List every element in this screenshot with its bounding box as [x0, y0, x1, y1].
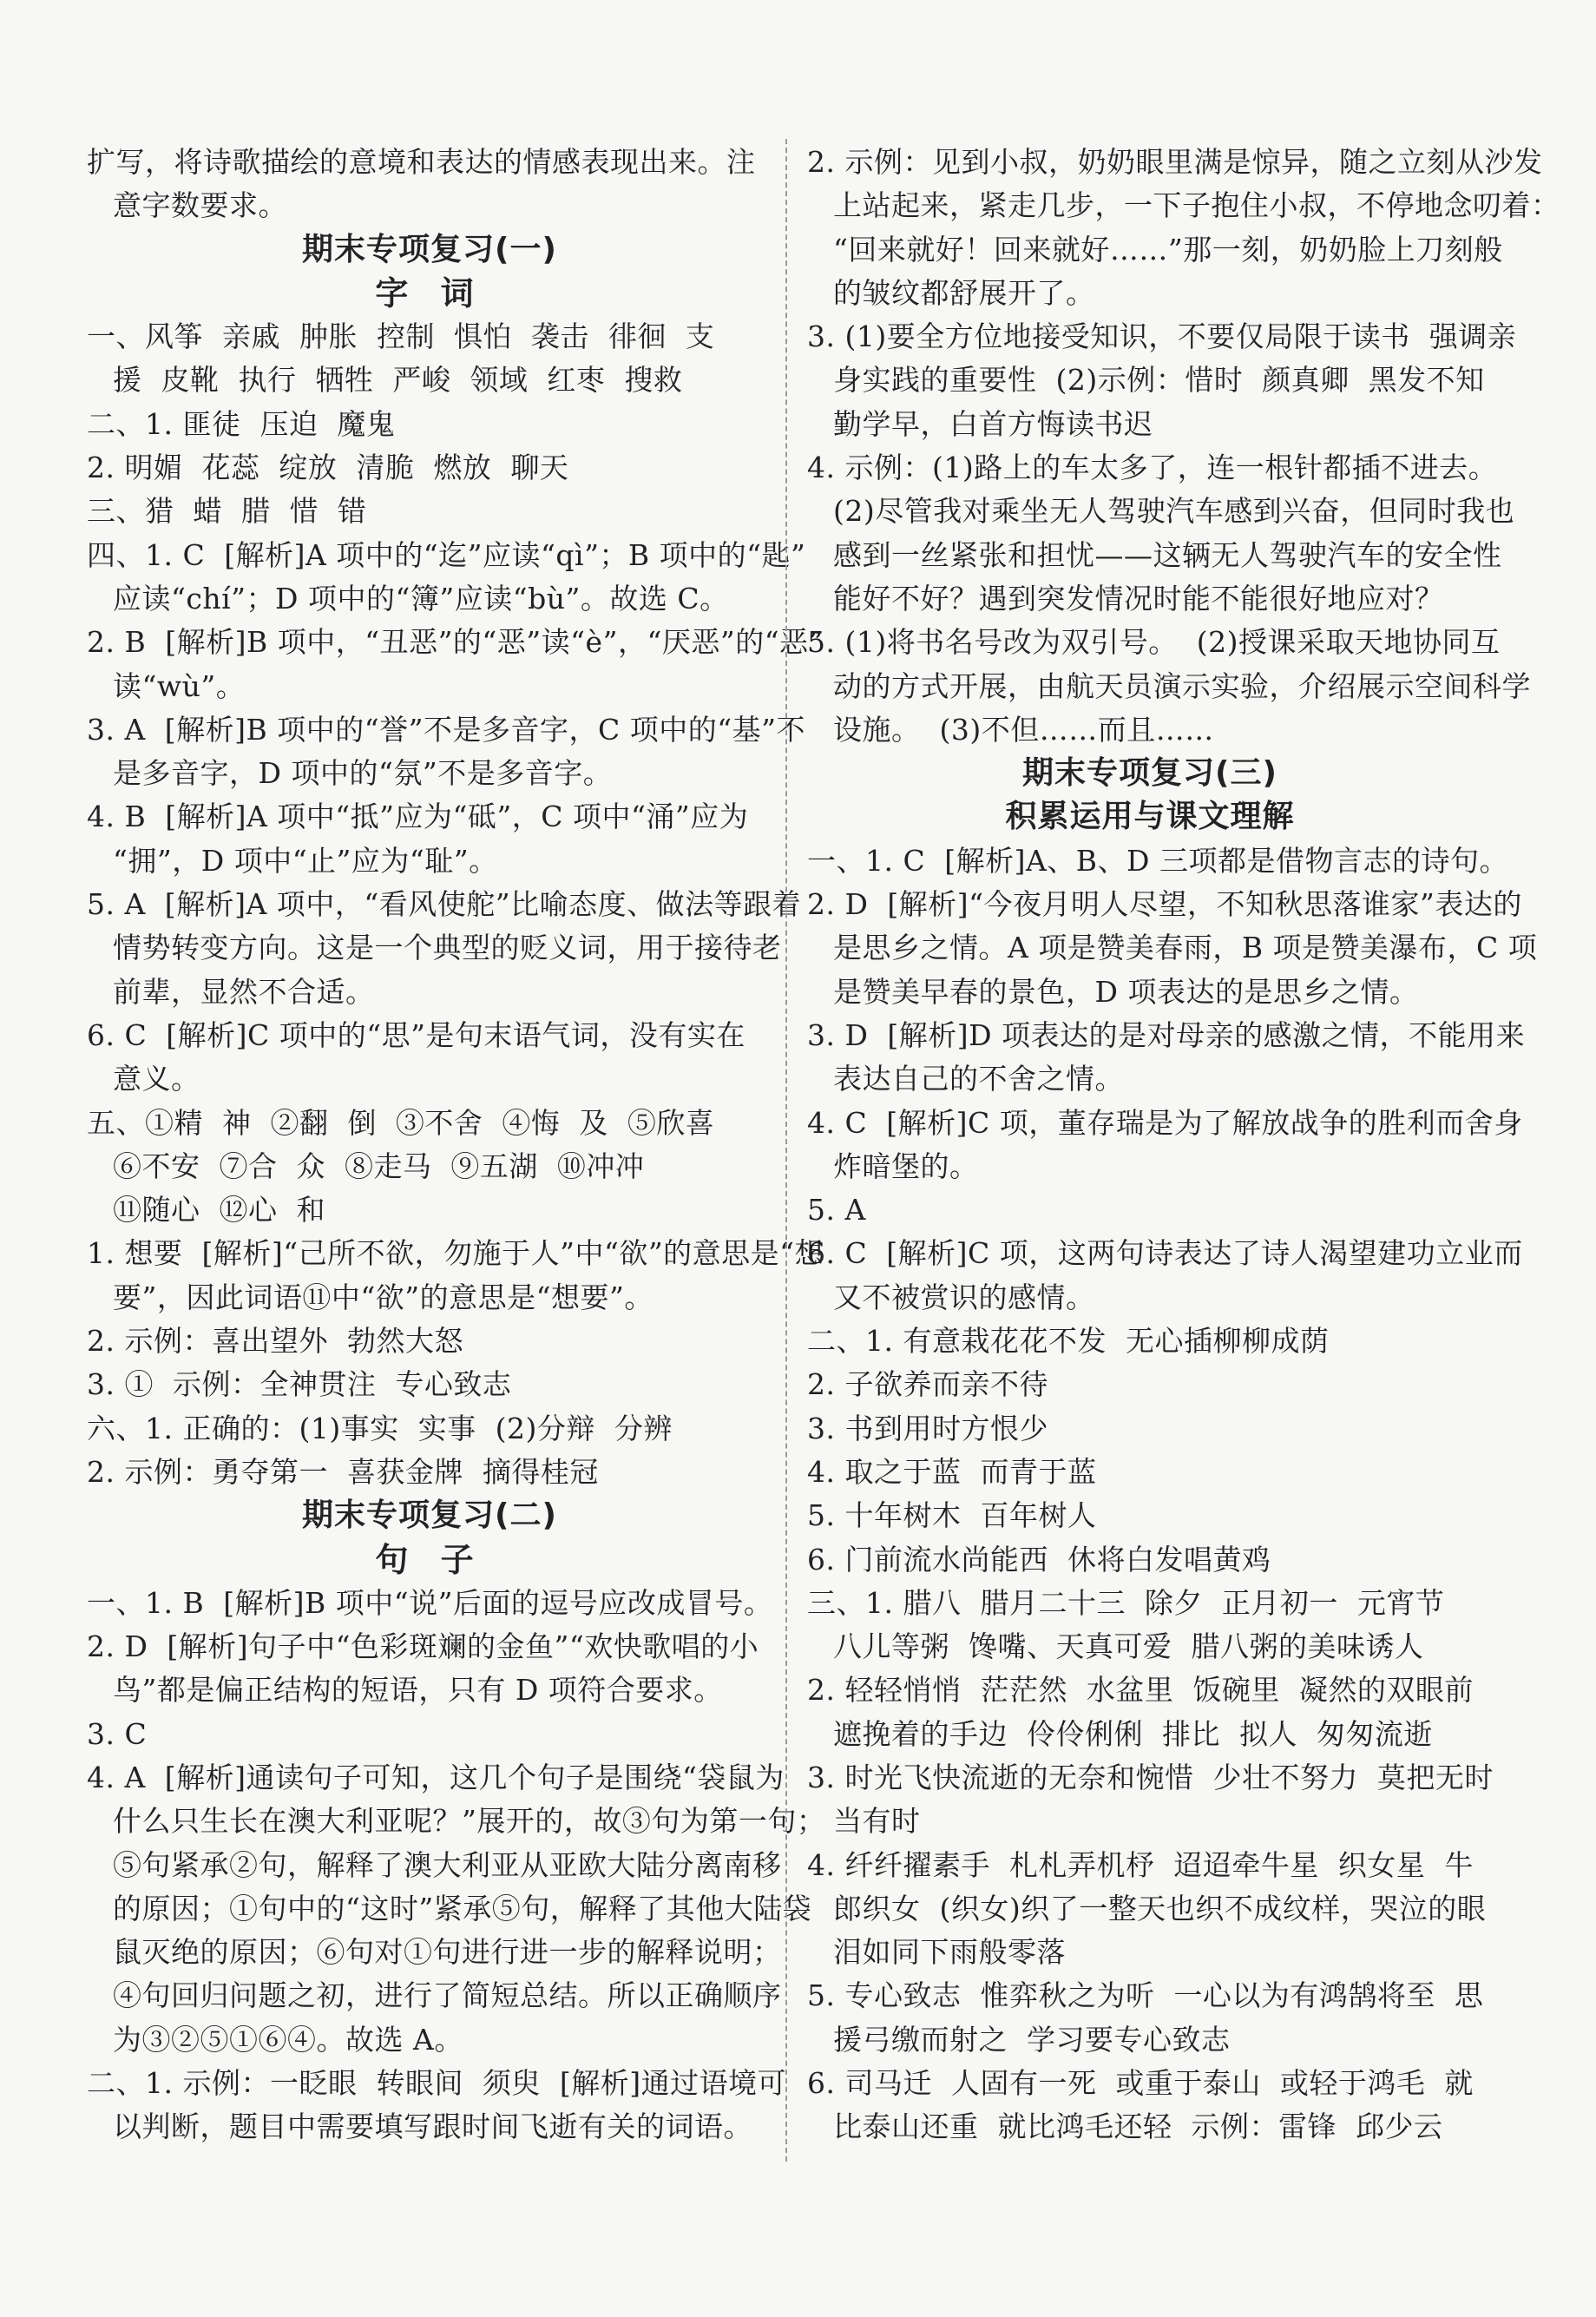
answer-line: 援 皮靴 执行 牺牲 严峻 领域 红枣 搜救	[113, 363, 683, 398]
answer-line: 3. C	[87, 1716, 148, 1751]
left-column	[87, 141, 826, 2149]
answer-line: 应读“chí”；D 项中的“簿”应读“bù”。故选 C。	[113, 581, 729, 615]
answer-line: 的原因；①句中的“这时”紧承⑤句，解释了其他大陆袋	[113, 1891, 812, 1925]
answer-line: 五、①精 神 ②翻 倒 ③不舍 ④悔 及 ⑤欣喜	[87, 1105, 715, 1140]
answer-line: 比泰山还重 就比鸿毛还轻 示例：雷锋 邱少云	[833, 2110, 1443, 2144]
answer-line: “回来就好！回来就好……”那一刻，奶奶脸上刀刻般	[833, 232, 1503, 267]
answer-line: 的皱纹都舒展开了。	[833, 275, 1095, 310]
answer-line: 读“wù”。	[113, 668, 246, 703]
answer-line: 设施。 (3)不但……而且……	[833, 712, 1214, 747]
answer-line: 5. (1)将书名号改为双引号。 (2)授课采取天地协同互	[807, 625, 1501, 660]
answer-line: 意字数要求。	[113, 188, 287, 223]
answer-line: 2. 示例：喜出望外 勃然大怒	[87, 1324, 463, 1359]
answer-line: 什么只生长在澳大利亚呢？”展开的，故③句为第一句；	[113, 1804, 826, 1839]
answer-line: 是赞美早春的景色，D 项表达的是思乡之情。	[833, 974, 1419, 1009]
answer-line: 二、1. 有意栽花花不发 无心插柳柳成荫	[807, 1324, 1330, 1359]
answer-line: 感到一丝紧张和担忧——这辆无人驾驶汽车的安全性	[833, 537, 1502, 572]
answer-line: 又不被赏识的感情。	[833, 1280, 1095, 1314]
answer-line: 一、1. C [解析]A、B、D 三项都是借物言志的诗句。	[807, 843, 1508, 878]
answer-line: 遮挽着的手边 伶伶俐俐 排比 拟人 匆匆流逝	[833, 1716, 1433, 1751]
answer-line: 鼠灭绝的原因；⑥句对①句进行进一步的解释说明；	[113, 1935, 782, 1970]
answer-line: (2)尽管我对乘坐无人驾驶汽车感到兴奋，但同时我也	[833, 494, 1515, 529]
answer-line: 勤学早，白首方悔读书迟	[833, 406, 1153, 441]
answer-line: 是多音字，D 项中的“氛”不是多音字。	[113, 756, 613, 791]
answer-line: 4. 示例：(1)路上的车太多了，连一根针都插不进去。	[807, 451, 1498, 485]
answer-line: 3. 书到用时方恨少	[807, 1411, 1048, 1445]
answer-line: 一、1. B [解析]B 项中“说”后面的逗号应改成冒号。	[87, 1585, 773, 1620]
answer-line: 2. 子欲养而亲不待	[807, 1367, 1048, 1402]
answer-line: 情势转变方向。这是一个典型的贬义词，用于接待老	[113, 931, 782, 965]
answer-line: 2. B [解析]B 项中，“丑恶”的“恶”读“è”，“厌恶”的“恶”	[87, 625, 824, 660]
answer-line: 三、猎 蜡 腊 惜 错	[87, 494, 367, 529]
section-heading: 期末专项复习(一)	[302, 231, 557, 267]
answer-line: 鸟”都是偏正结构的短语，只有 D 项符合要求。	[113, 1673, 723, 1708]
answer-line: 3. (1)要全方位地接受知识，不要仅局限于读书 强调亲	[807, 319, 1517, 354]
answer-line: 3. ① 示例：全神贯注 专心致志	[87, 1367, 512, 1402]
answer-line: ⑥不安 ⑦合 众 ⑧走马 ⑨五湖 ⑩冲冲	[113, 1149, 645, 1183]
answer-line: 要”，因此词语⑪中“欲”的意思是“想要”。	[113, 1280, 654, 1314]
answer-line: 4. A [解析]通读句子可知，这几个句子是围绕“袋鼠为	[87, 1760, 785, 1794]
answer-line: “拥”，D 项中“止”应为“耻”。	[113, 843, 498, 878]
column-divider	[785, 139, 787, 2162]
answer-line: 泪如同下雨般零落	[833, 1935, 1066, 1970]
answer-line: 二、1. 示例：一眨眼 转眼间 须臾 [解析]通过语境可	[87, 2066, 787, 2101]
answer-line: 扩写，将诗歌描绘的意境和表达的情感表现出来。注	[87, 145, 756, 179]
answer-line: 4. C [解析]C 项，董存瑞是为了解放战争的胜利而舍身	[807, 1105, 1523, 1140]
answer-line: 当有时	[833, 1804, 921, 1839]
section-heading: 期末专项复习(二)	[302, 1497, 557, 1534]
answer-line: 2. 示例：见到小叔，奶奶眼里满是惊异，随之立刻从沙发	[807, 145, 1543, 179]
answer-line: 身实践的重要性 (2)示例：惜时 颜真卿 黑发不知	[833, 363, 1485, 398]
answer-line: 5. A	[807, 1193, 866, 1228]
answer-line: 2. D [解析]“今夜月明人尽望，不知秋思落谁家”表达的	[807, 887, 1522, 922]
answer-line: 2. 轻轻悄悄 茫茫然 水盆里 饭碗里 凝然的双眼前	[807, 1673, 1474, 1708]
answer-line: 表达自己的不舍之情。	[833, 1062, 1124, 1096]
section-subheading: 字 词	[375, 273, 484, 313]
answer-line: 炸暗堡的。	[833, 1149, 979, 1183]
answer-line: 意义。	[113, 1062, 200, 1096]
answer-line: 三、1. 腊八 腊月二十三 除夕 正月初一 元宵节	[807, 1585, 1445, 1620]
answer-line: 上站起来，紧走几步，一下子抱住小叔，不停地念叨着：	[833, 188, 1560, 223]
answer-line: 1. 想要 [解析]“己所不欲，勿施于人”中“欲”的意思是“想	[87, 1236, 824, 1271]
answer-line: 四、1. C [解析]A 项中的“迄”应读“qì”；B 项中的“匙”	[87, 537, 806, 572]
answer-line: 3. A [解析]B 项中的“誉”不是多音字，C 项中的“基”不	[87, 712, 805, 747]
answer-line: ⑪随心 ⑫心 和	[113, 1193, 325, 1228]
answer-line: 是思乡之情。A 项是赞美春雨，B 项是赞美瀑布，C 项	[833, 931, 1538, 965]
answer-line: 4. 纤纤擢素手 札札弄机杼 迢迢牵牛星 织女星 牛	[807, 1847, 1474, 1882]
answer-line: ④句回归问题之初，进行了简短总结。所以正确顺序	[113, 1978, 782, 2013]
answer-line: 6. C [解析]C 项，这两句诗表达了诗人渴望建功立业而	[807, 1236, 1523, 1271]
answer-line: 4. B [解析]A 项中“抵”应为“砥”，C 项中“涌”应为	[87, 800, 749, 834]
answer-line: 郎织女 (织女)织了一整天也织不成纹样，哭泣的眼	[833, 1891, 1487, 1925]
answer-line: 八儿等粥 馋嘴、天真可爱 腊八粥的美味诱人	[833, 1629, 1424, 1664]
answer-line: 5. A [解析]A 项中，“看风使舵”比喻态度、做法等跟着	[87, 887, 802, 922]
answer-line: 6. 司马迁 人固有一死 或重于泰山 或轻于鸿毛 就	[807, 2066, 1474, 2101]
answer-line: 一、风筝 亲戚 肿胀 控制 惧怕 袭击 徘徊 支	[87, 319, 715, 354]
section-heading: 期末专项复习(三)	[1022, 755, 1277, 792]
answer-line: 2. 示例：勇夺第一 喜获金牌 摘得桂冠	[87, 1454, 599, 1489]
answer-line: 4. 取之于蓝 而青于蓝	[807, 1454, 1097, 1489]
answer-line: 6. C [解析]C 项中的“思”是句末语气词，没有实在	[87, 1017, 745, 1052]
answer-line: 动的方式开展，由航天员演示实验，介绍展示空间科学	[833, 668, 1531, 703]
section-heading: 积累运用与课文理解	[1005, 799, 1295, 835]
answer-line: 为③②⑤①⑥④。故选 A。	[113, 2022, 463, 2057]
answer-line: 援弓缴而射之 学习要专心致志	[833, 2022, 1231, 2057]
answer-line: 二、1. 匪徒 压迫 魔鬼	[87, 406, 396, 441]
section-subheading: 句 子	[375, 1540, 484, 1579]
answer-line: 3. D [解析]D 项表达的是对母亲的感激之情，不能用来	[807, 1017, 1526, 1052]
answer-line: 以判断，题目中需要填写跟时间飞逝有关的词语。	[113, 2110, 752, 2144]
answer-line: 2. D [解析]句子中“色彩斑斓的金鱼”“欢快歌唱的小	[87, 1629, 759, 1664]
answer-line: 六、1. 正确的：(1)事实 实事 (2)分辩 分辨	[87, 1411, 673, 1445]
answer-line: 5. 专心致志 惟弈秋之为听 一心以为有鸿鹄将至 思	[807, 1978, 1484, 2013]
answer-line: 能好不好？遇到突发情况时能不能很好地应对？	[833, 581, 1444, 615]
right-column	[807, 141, 1560, 2149]
answer-line: 6. 门前流水尚能西 休将白发唱黄鸡	[807, 1542, 1271, 1576]
answer-line: 5. 十年树木 百年树人	[807, 1498, 1097, 1533]
answer-line: 3. 时光飞快流逝的无奈和惋惜 少壮不努力 莫把无时	[807, 1760, 1494, 1794]
answer-line: 2. 明媚 花蕊 绽放 清脆 燃放 聊天	[87, 451, 569, 485]
answer-line: 前辈，显然不合适。	[113, 974, 375, 1009]
answer-line: ⑤句紧承②句，解释了澳大利亚从亚欧大陆分离南移	[113, 1847, 782, 1882]
